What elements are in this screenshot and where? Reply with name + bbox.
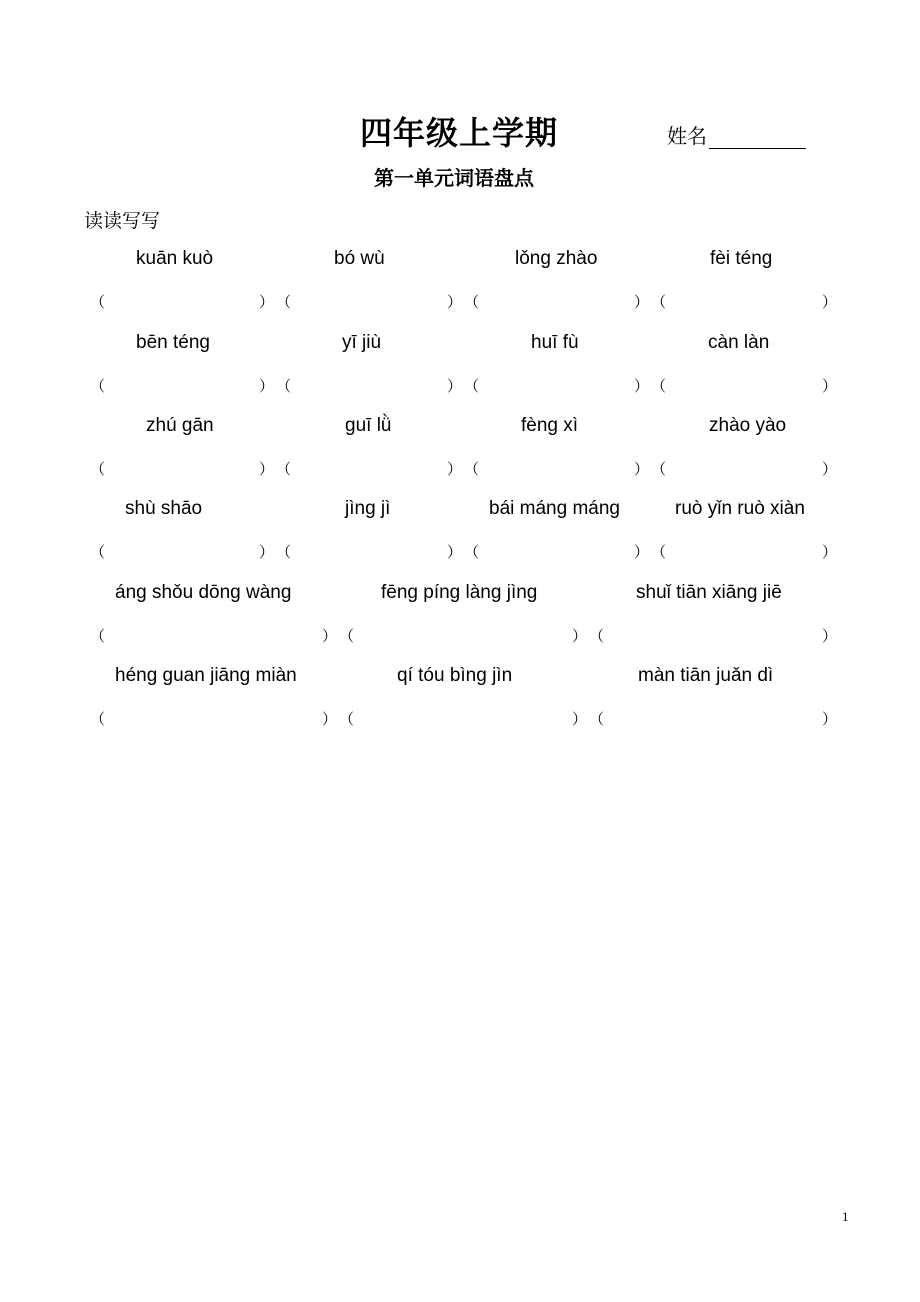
answer-open-bracket: （ (339, 710, 355, 728)
answer-open-bracket: （ (651, 460, 667, 478)
pinyin-word: shù shāo (125, 498, 203, 519)
answer-open-bracket: （ (589, 627, 605, 645)
pinyin-word: bó wù (334, 248, 385, 269)
answer-close-bracket: ） (634, 460, 650, 478)
answer-close-bracket: ） (572, 710, 588, 728)
answer-close-bracket: ） (259, 543, 275, 561)
pinyin-word: héng guan jiāng miàn (115, 665, 297, 686)
answer-close-bracket: ） (447, 293, 463, 311)
name-label: 姓名 (667, 124, 707, 148)
pinyin-word: shuǐ tiān xiāng jiē (636, 582, 782, 603)
pinyin-word: kuān kuò (136, 248, 214, 269)
answer-open-bracket: （ (589, 710, 605, 728)
pinyin-word: fèi téng (710, 248, 773, 269)
answer-open-bracket: （ (90, 460, 106, 478)
page-number: 1 (842, 1209, 849, 1224)
answer-open-bracket: （ (276, 460, 292, 478)
pinyin-word: zhào yào (709, 415, 787, 436)
pinyin-word: jìng jì (345, 498, 391, 519)
answer-close-bracket: ） (634, 543, 650, 561)
answer-open-bracket: （ (276, 293, 292, 311)
answer-close-bracket: ） (634, 293, 650, 311)
unit-subtitle: 第一单元词语盘点 (374, 166, 534, 190)
answer-open-bracket: （ (651, 543, 667, 561)
pinyin-word: ruò yǐn ruò xiàn (675, 498, 805, 519)
pinyin-word: bēn téng (136, 332, 210, 353)
answer-open-bracket: （ (464, 460, 480, 478)
answer-open-bracket: （ (464, 293, 480, 311)
answer-close-bracket: ） (822, 710, 838, 728)
name-field (667, 120, 806, 149)
answer-open-bracket: （ (651, 377, 667, 395)
pinyin-word: huī fù (531, 332, 579, 353)
answer-close-bracket: ） (259, 460, 275, 478)
answer-open-bracket: （ (276, 377, 292, 395)
answer-open-bracket: （ (651, 293, 667, 311)
pinyin-word: màn tiān juǎn dì (638, 665, 774, 686)
answer-close-bracket: ） (822, 543, 838, 561)
pinyin-word: zhú gān (146, 415, 214, 436)
pinyin-word: áng shǒu dōng wàng (115, 582, 292, 603)
answer-open-bracket: （ (90, 710, 106, 728)
answer-close-bracket: ） (259, 293, 275, 311)
name-blank-line[interactable] (709, 128, 806, 149)
answer-close-bracket: ） (634, 377, 650, 395)
pinyin-word: fèng xì (521, 415, 579, 436)
answer-open-bracket: （ (464, 377, 480, 395)
answer-close-bracket: ） (822, 627, 838, 645)
answer-close-bracket: ） (822, 377, 838, 395)
answer-close-bracket: ） (322, 627, 338, 645)
pinyin-word: càn làn (708, 332, 770, 353)
answer-open-bracket: （ (90, 293, 106, 311)
answer-close-bracket: ） (822, 460, 838, 478)
answer-open-bracket: （ (90, 543, 106, 561)
pinyin-word: lǒng zhào (515, 248, 598, 269)
answer-open-bracket: （ (90, 377, 106, 395)
pinyin-word: fēng píng làng jìng (381, 582, 538, 603)
page-title: 四年级上学期 (360, 114, 559, 152)
answer-open-bracket: （ (90, 627, 106, 645)
answer-close-bracket: ） (447, 460, 463, 478)
answer-close-bracket: ） (447, 377, 463, 395)
section-label: 读读写写 (84, 210, 161, 232)
answer-close-bracket: ） (447, 543, 463, 561)
answer-close-bracket: ） (322, 710, 338, 728)
answer-close-bracket: ） (259, 377, 275, 395)
answer-open-bracket: （ (276, 543, 292, 561)
answer-close-bracket: ） (822, 293, 838, 311)
answer-open-bracket: （ (464, 543, 480, 561)
answer-close-bracket: ） (572, 627, 588, 645)
pinyin-word: yī jiù (342, 332, 382, 353)
answer-open-bracket: （ (339, 627, 355, 645)
pinyin-word: bái máng máng (489, 498, 620, 519)
pinyin-word: guī lǜ (345, 415, 392, 436)
pinyin-word: qí tóu bìng jìn (397, 665, 513, 686)
